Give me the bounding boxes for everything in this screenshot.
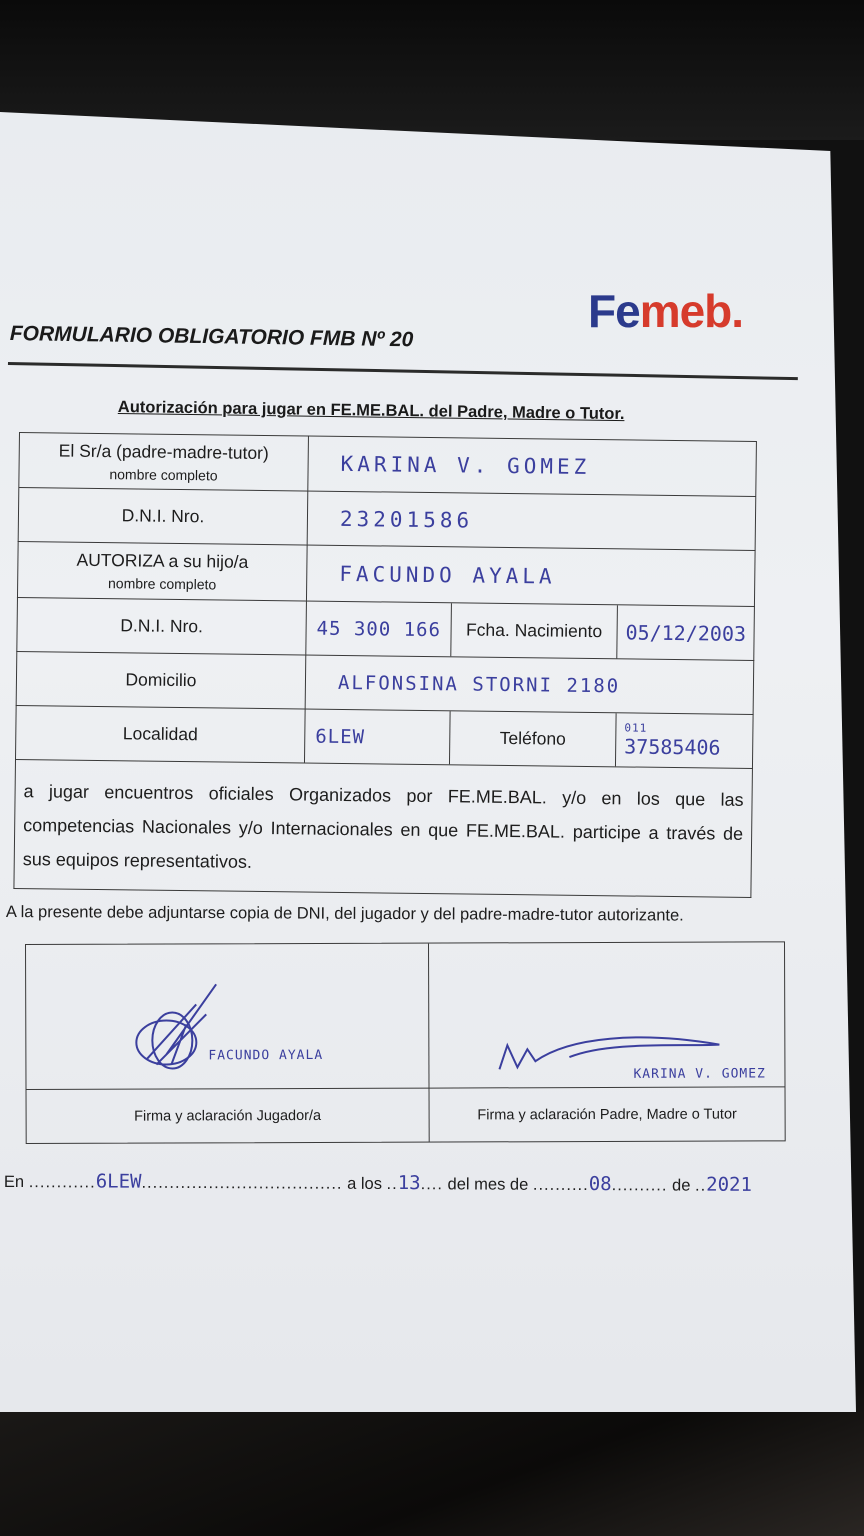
femebal-logo <box>588 284 743 338</box>
month-field[interactable]: 08 <box>588 1173 612 1196</box>
player-signature-area[interactable] <box>26 944 429 1090</box>
child-dni-field[interactable]: 45 300 166 <box>306 602 452 657</box>
place-field[interactable]: 6LEW <box>95 1170 142 1193</box>
locality-field[interactable]: 6LEW <box>305 710 451 765</box>
parent-name-field[interactable]: KARINA V. GOMEZ <box>340 451 591 479</box>
date-place-line: En ............6LEW.................................... a los ..13.... del mes de ..........08.......... de ..2021 <box>3 1170 753 1196</box>
parent-signature-scribble-icon <box>489 1030 789 1091</box>
player-signature-scribble-icon <box>126 964 386 1085</box>
player-signature-column <box>26 944 430 1143</box>
player-printed-name: FACUNDO AYALA <box>208 1047 324 1064</box>
date-prefix: En <box>3 1173 25 1192</box>
logo-part-fe: Fe <box>588 285 640 337</box>
child-dni-birth-split <box>306 602 754 660</box>
month-label: del mes de <box>447 1175 529 1194</box>
child-sub-label: nombre completo <box>107 575 217 593</box>
child-dni-label: D.N.I. Nro. <box>17 598 307 655</box>
address-label: Domicilio <box>17 652 307 709</box>
parent-dni-label: D.N.I. Nro. <box>19 488 309 545</box>
parent-signature-column <box>429 942 785 1141</box>
child-dni-row <box>16 598 755 661</box>
parent-label: El Sr/a (padre-madre-tutor) <box>58 439 269 463</box>
parent-signature-area[interactable] <box>429 942 785 1088</box>
locality-phone-split <box>305 710 753 768</box>
parent-signature-caption: Firma y aclaración Padre, Madre o Tutor <box>477 1106 737 1123</box>
player-signature-caption: Firma y aclaración Jugador/a <box>134 1107 322 1125</box>
parent-dni-row <box>18 488 757 551</box>
authorization-table <box>13 432 757 898</box>
year-label: de <box>672 1176 691 1195</box>
signature-table <box>25 941 786 1144</box>
form-title: FORMULARIO OBLIGATORIO FMB Nº 20 <box>9 322 414 352</box>
phone-prefix: 011 <box>624 721 648 735</box>
phone-field[interactable] <box>616 713 753 768</box>
child-name-label-cell <box>18 542 308 601</box>
child-label: AUTORIZA a su hijo/a <box>76 549 249 572</box>
address-row <box>16 652 755 715</box>
attachment-note: A la presente debe adjuntarse copia de DNI, del jugador y del padre-madre-tutor autorizante. <box>5 903 684 925</box>
year-field[interactable]: 2021 <box>706 1173 753 1196</box>
authorization-heading: Autorización para jugar en FE.ME.BAL. del Padre, Madre o Tutor. <box>117 398 625 424</box>
birth-date-label: Fcha. Nacimiento <box>451 603 618 658</box>
birth-date-field[interactable] <box>617 605 754 660</box>
logo-part-b: b. <box>704 285 744 337</box>
parent-name-row <box>18 432 757 497</box>
locality-label: Localidad <box>16 706 306 763</box>
parent-sub-label: nombre completo <box>109 465 218 483</box>
parent-dni-field[interactable]: 23201586 <box>339 506 474 533</box>
a-los-label: a los <box>347 1174 383 1193</box>
logo-part-me: me <box>639 285 705 337</box>
parent-printed-name: KARINA V. GOMEZ <box>633 1066 766 1082</box>
authorization-text: a jugar encuentros oficiales Organizados por FE.ME.BAL. y/o en los que las competencias Nacionales y/o Internacionales en que FE.ME.BAL. participe a través de sus equipos representativos. <box>13 760 753 898</box>
address-field[interactable]: ALFONSINA STORNI 2180 <box>337 671 621 697</box>
phone-number: 37585406 <box>624 734 721 760</box>
phone-label: Teléfono <box>450 711 617 766</box>
child-name-field[interactable]: FACUNDO AYALA <box>339 561 556 589</box>
parent-name-label-cell <box>19 433 309 491</box>
child-name-row <box>17 542 756 607</box>
birth-date-value: 05/12/2003 <box>625 619 747 646</box>
day-field[interactable]: 13 <box>397 1172 421 1195</box>
locality-row <box>15 706 754 769</box>
